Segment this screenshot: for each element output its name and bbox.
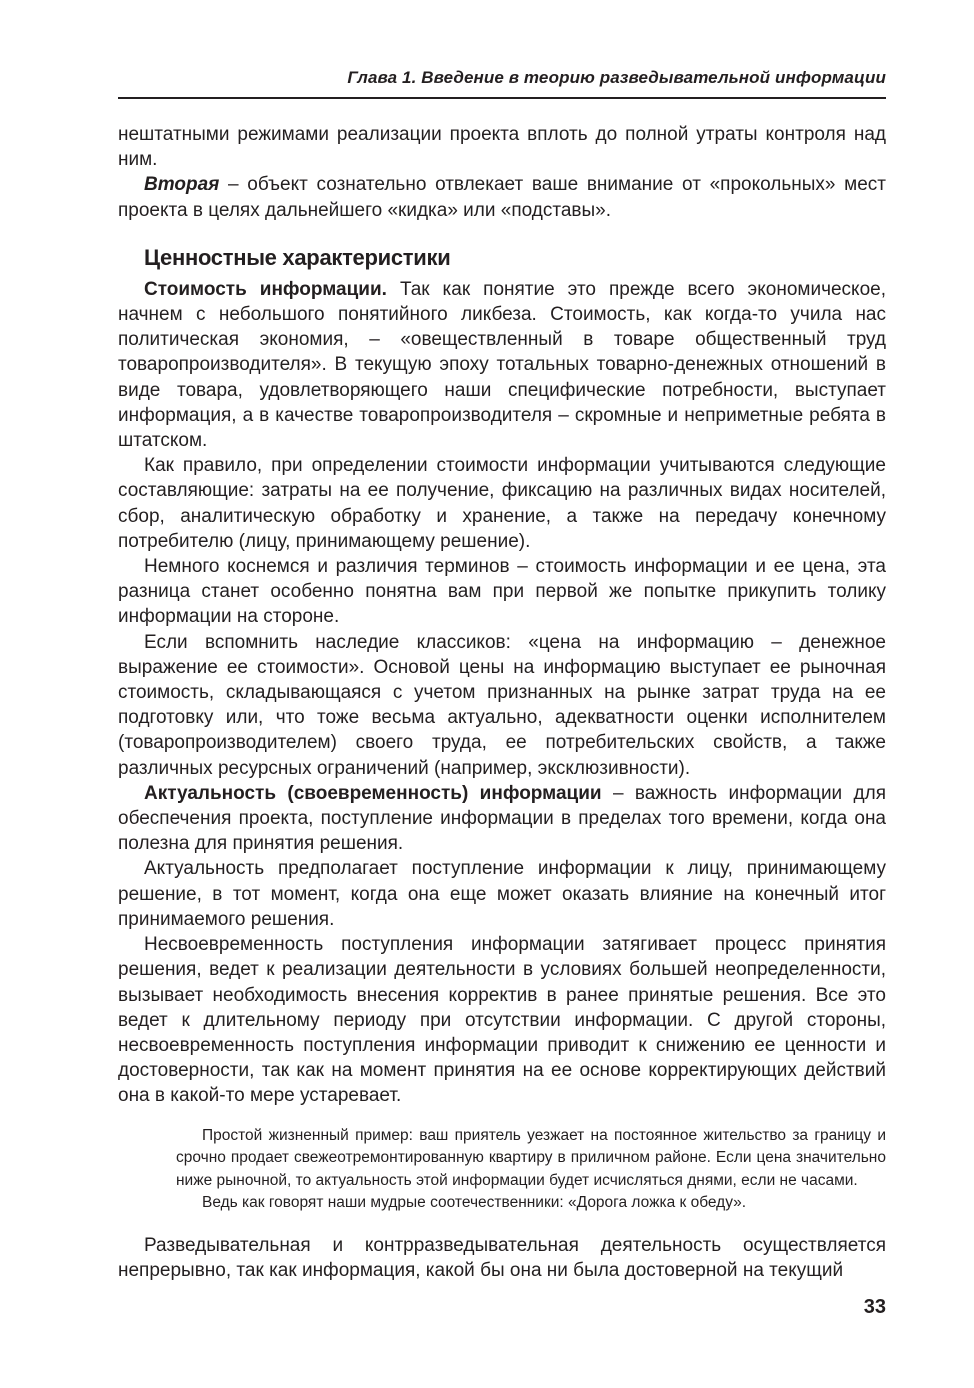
example-block bbox=[176, 1125, 886, 1215]
example-paragraph: Простой жизненный пример: ваш приятель уезжает на постоянное жительство за границу и срочно продает свежеотремонтированную квартиру в приличном районе. Если цена значительно ниже рыночной, то актуальность этой информации будет исчисляться днями, если не часами. bbox=[176, 1126, 886, 1189]
term-lead: Актуальность (своевременность) информации bbox=[144, 782, 602, 804]
example-paragraph: Ведь как говорят наши мудрые соотечественники: «Дорога ложка к обеду». bbox=[202, 1194, 747, 1212]
paragraph: нештатными режимами реализации проекта вплоть до полной утраты контроля над ним. bbox=[118, 124, 886, 171]
section-heading: Ценностные характеристики bbox=[144, 244, 451, 270]
page-number: 33 bbox=[863, 1296, 886, 1318]
paragraph-relevance bbox=[118, 781, 886, 857]
paragraph: Несвоевременность поступления информации затягивает процесс принятия решения, ведет к реализации деятельности в условиях большей неопределенности, вызывает необходимость внесения корректив в ранее принятые решения. Все это ведет к длительному периоду при отсутствии информации. С другой стороны, несвоевременность поступления информации приводит к снижению ее ценности и достоверности, так как на момент принятия на ее основе корректирующих действий она в какой-то мере устаревает. bbox=[118, 934, 886, 1107]
paragraph: Немного коснемся и различия терминов – стоимость информации и ее цена, эта разница станет особенно понятна вам при первой же попытке прикупить толику информации на стороне. bbox=[118, 556, 886, 628]
running-header: Глава 1. Введение в теорию разведывательной информации bbox=[347, 68, 886, 87]
paragraph: Как правило, при определении стоимости информации учитываются следующие составляющие: затраты на ее получение, фиксацию на различных видах носителей, сбор, аналитическую обработку и хранение, а также на передачу конечному потребителю (лицу, принимающему решение). bbox=[118, 455, 886, 552]
paragraph: Разведывательная и контрразведывательная деятельность осуществляется непрерывно, так как информация, какой бы она ни была достоверной на текущий bbox=[118, 1234, 886, 1281]
paragraph-cost bbox=[118, 277, 886, 453]
body-text bbox=[118, 122, 886, 1283]
term-lead: Стоимость информации. bbox=[144, 278, 387, 300]
paragraph: Если вспомнить наследие классиков: «цена на информацию – денежное выражение ее стоимости». Основой цены на информацию выступает ее рыночная стоимость, складывающаяся с учетом признанных на рынке затрат труда на ее подготовку или, что тоже весьма актуально, адекватности оценки исполнителем (товаропроизводителем) своего труда, ее потребительских свойств, а также различных ресурсных ограничений (например, эксклюзивности). bbox=[118, 631, 886, 779]
paragraph-text: – важность информации для обеспечения проекта, поступление информации в пределах того времени, когда она полезна для принятия решения. bbox=[118, 782, 886, 855]
paragraph: Актуальность предполагает поступление информации к лицу, принимающему решение, в тот момент, когда она еще может оказать влияние на конечный итог принимаемого решения. bbox=[118, 858, 886, 930]
header-rule bbox=[118, 97, 886, 99]
paragraph-text: – объект сознательно отвлекает ваше внимание от «прокольных» мест проекта в целях дальнейшего «кидка» или «подставы». bbox=[118, 174, 886, 221]
term-lead: Вторая bbox=[144, 174, 220, 196]
paragraph-second bbox=[118, 172, 886, 222]
paragraph-text: Так как понятие это прежде всего экономическое, начнем с небольшого понятийного ликбеза. Стоимость, как когда-то учила нас политическая экономия, – «овеществленный в товаре общественный труд товаропроизводителя». В текущую эпоху тотальных товарно-денежных отношений в виде товара, удовлетворяющего наши специфические потребности, выступает информация, а в качестве товаропроизводителя – скромные и неприметные ребята в штатском. bbox=[118, 278, 886, 452]
